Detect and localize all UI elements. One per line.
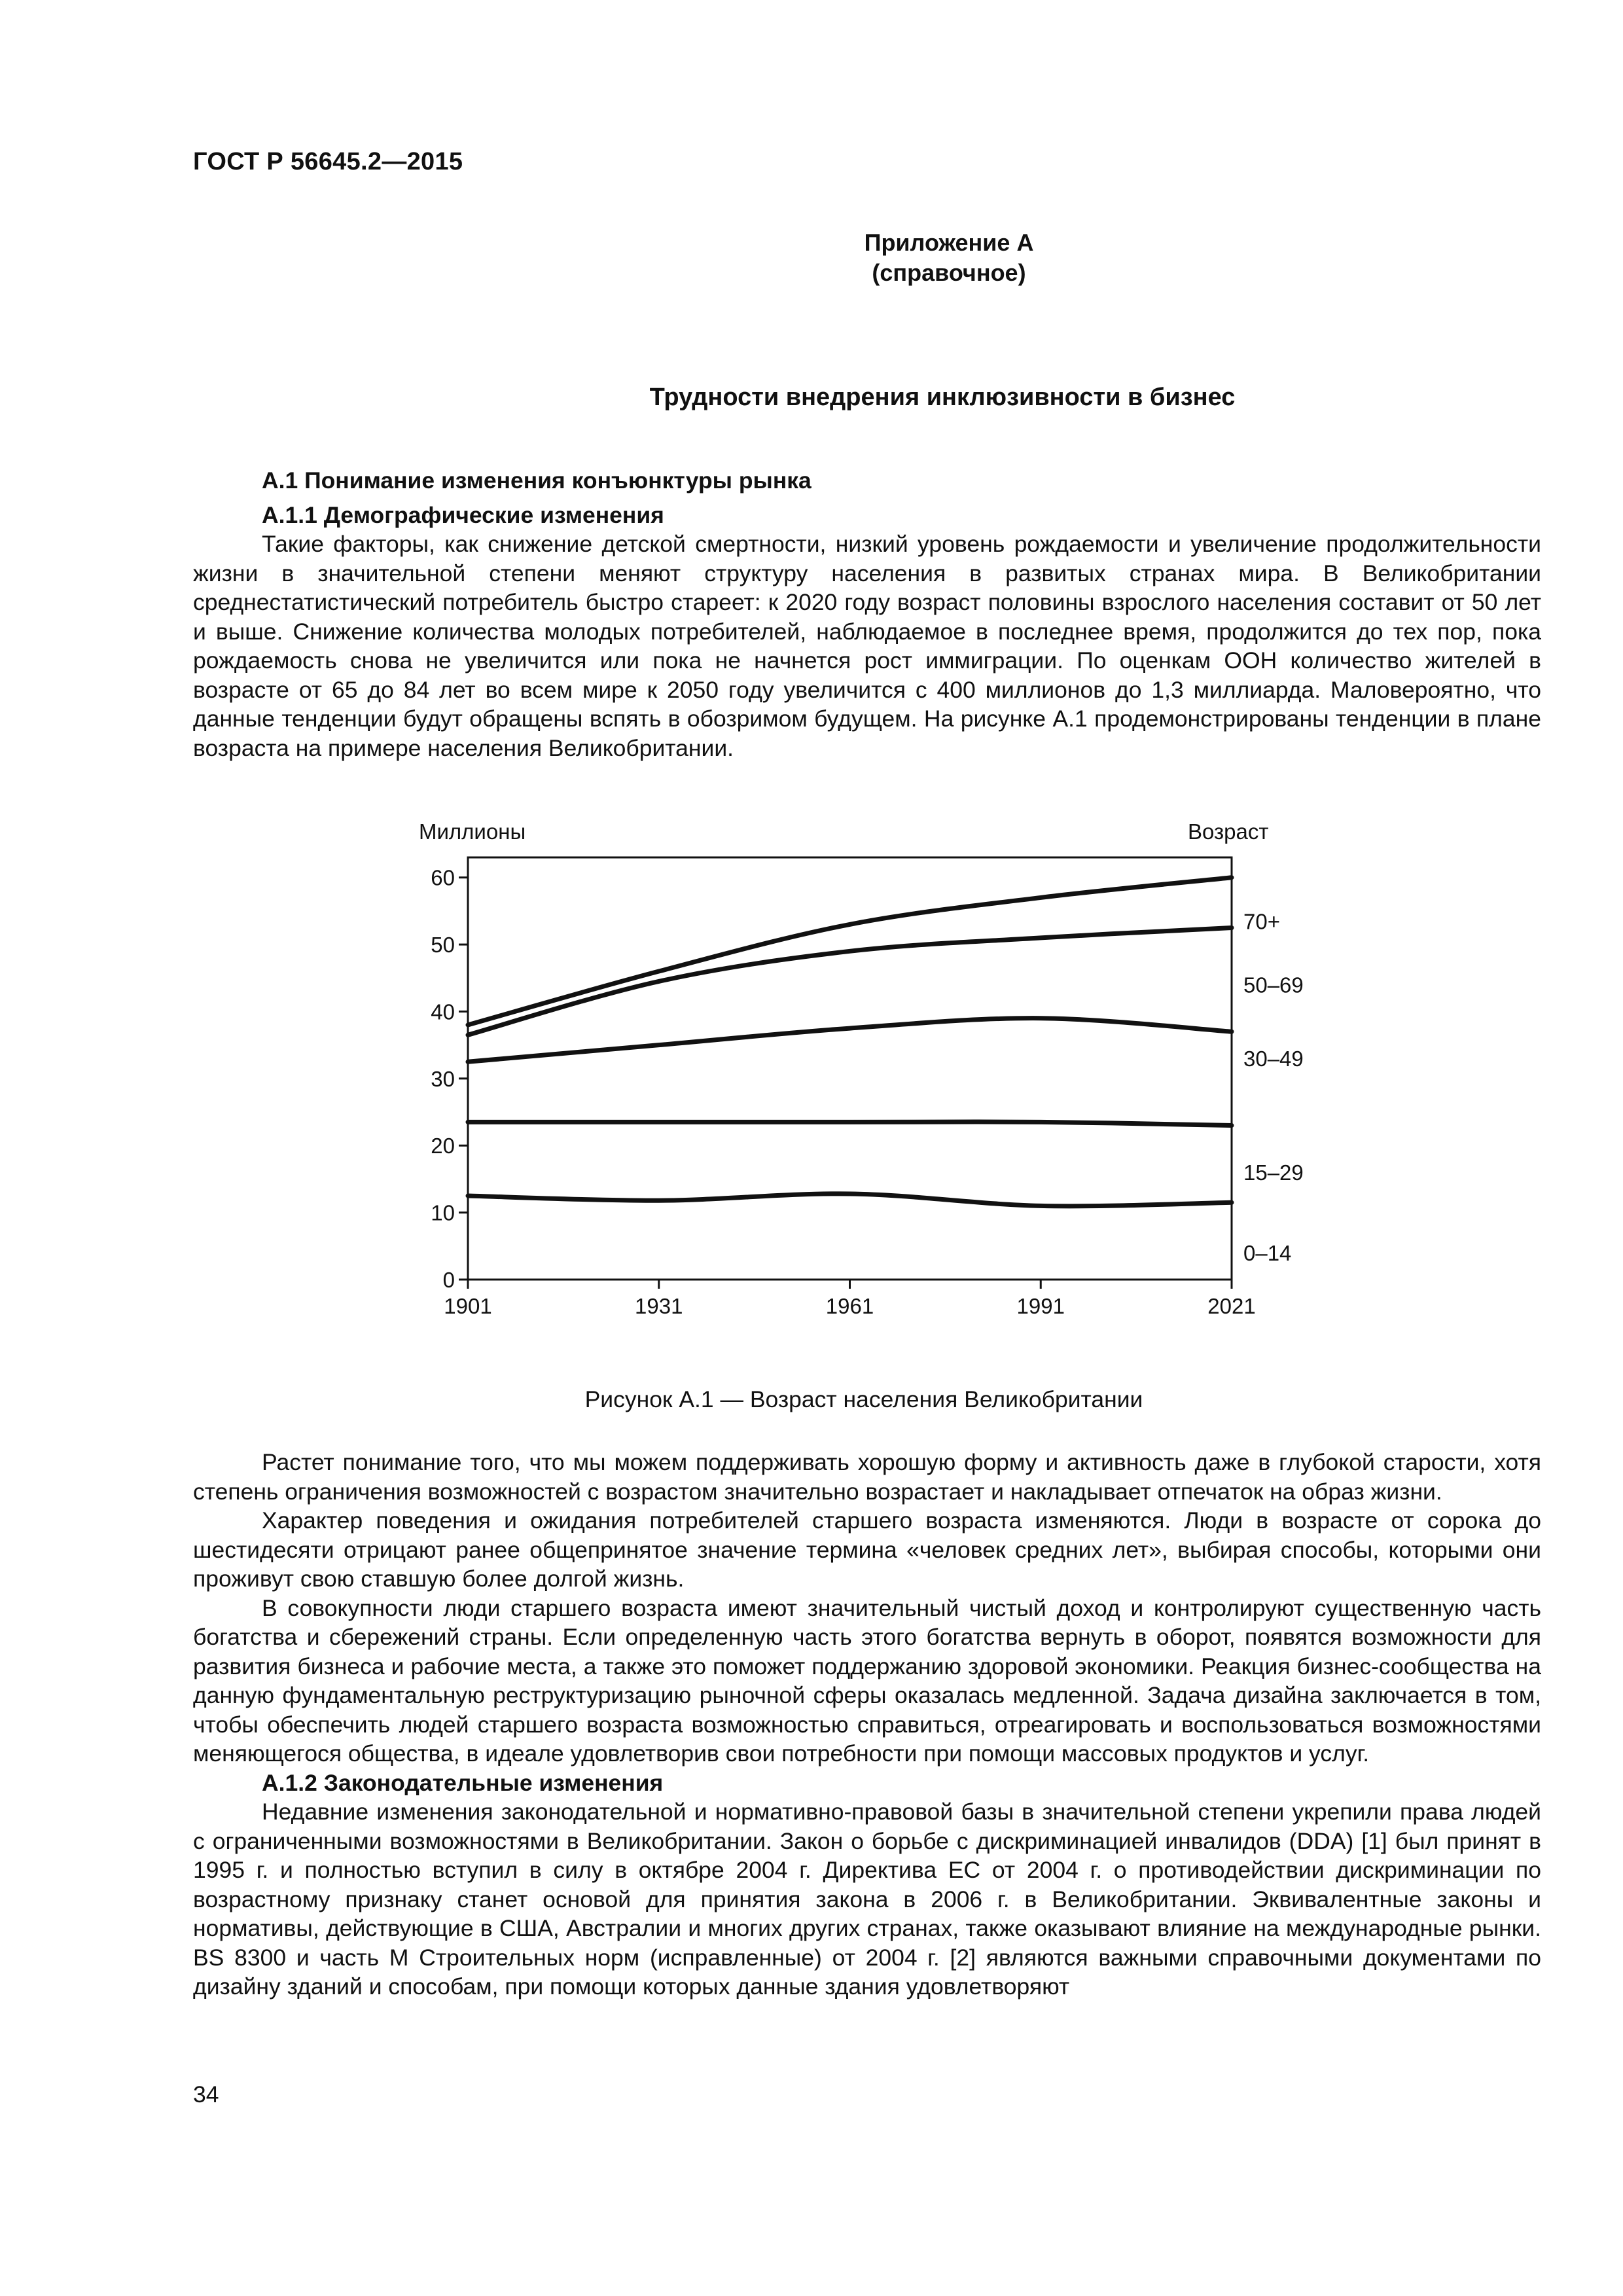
y-tick-label: 40 xyxy=(431,999,455,1024)
x-tick-label: 2021 xyxy=(1207,1294,1256,1318)
population-age-chart xyxy=(406,812,1322,1348)
age-band-label: 50–69 xyxy=(1243,973,1304,997)
series-line xyxy=(468,928,1232,1035)
paragraph-behaviour: Характер поведения и ожидания потребителей старшего возраста изменяются. Люди в возрасте от сорока до шестидесяти отрицают ранее общепринятое значение термина «человек средних лет», выбирая способы, которыми они проживут свою ставшую более долгой жизнь. xyxy=(193,1507,1541,1592)
x-tick-label: 1991 xyxy=(1016,1294,1065,1318)
paragraph-wealth: В совокупности люди старшего возраста имеют значительный чистый доход и контролируют существенную часть богатства и сбережений страны. Если определенную часть этого богатства вернуть в оборот, появятся возможности для развития бизнеса и рабочие места, а также это поможет поддержанию здоровой экономики. Реакция бизнес-сообщества на данную фундаментальную реструктуризацию рыночной сферы оказалась медленной. Задача дизайна заключается в том, чтобы обеспечить людей старшего возраста возможностью справиться, отреагировать и воспользоваться возможностями меняющегося общества, в идеале удовлетворив свои потребности при помощи массовых продуктов и услуг. xyxy=(193,1594,1541,1767)
heading-a1: А.1 Понимание изменения конъюнктуры рынка xyxy=(262,467,812,493)
age-axis-label: Возраст xyxy=(1188,819,1269,844)
figure-caption: Рисунок А.1 — Возраст населения Великобритании xyxy=(584,1386,1143,1412)
x-tick-label: 1901 xyxy=(444,1294,492,1318)
x-tick-label: 1931 xyxy=(635,1294,683,1318)
y-tick-label: 60 xyxy=(431,865,455,890)
y-axis-label: Миллионы xyxy=(419,819,526,844)
age-band-label: 30–49 xyxy=(1243,1047,1304,1071)
y-tick-label: 20 xyxy=(431,1134,455,1158)
chart-canvas xyxy=(406,812,1322,1348)
y-tick-label: 10 xyxy=(431,1200,455,1225)
paragraph-fitness: Растет понимание того, что мы можем поддерживать хорошую форму и активность даже в глубокой старости, хотя степень ограничения возможностей с возрастом значительно возрастает и накладывает отпечаток на образ жизни. xyxy=(193,1449,1541,1505)
y-tick-label: 30 xyxy=(431,1066,455,1091)
page-title: Трудности внедрения инклюзивности в бизнес xyxy=(649,384,1236,411)
y-tick-label: 0 xyxy=(442,1268,455,1292)
section-a1-1-continued xyxy=(193,1448,1541,2001)
heading-a1-2: А.1.2 Законодательные изменения xyxy=(262,1769,664,1796)
document-code: ГОСТ Р 56645.2—2015 xyxy=(193,148,463,175)
heading-a1-1: А.1.1 Демографические изменения xyxy=(262,501,664,528)
age-band-label: 0–14 xyxy=(1243,1241,1292,1266)
series-line xyxy=(468,1018,1232,1062)
page-number: 34 xyxy=(193,2081,219,2108)
plot-frame xyxy=(468,857,1232,1280)
series-line xyxy=(468,1122,1232,1125)
section-a1 xyxy=(193,466,1541,762)
annex-type: (справочное) xyxy=(872,259,1026,286)
annex-heading xyxy=(0,228,1623,288)
age-band-label: 15–29 xyxy=(1243,1160,1304,1185)
x-tick-label: 1961 xyxy=(825,1294,874,1318)
y-tick-label: 50 xyxy=(431,933,455,958)
annex-label: Приложение А xyxy=(864,229,1034,256)
paragraph-legislation: Недавние изменения законодательной и нормативно-правовой базы в значительной степени укрепили права людей с ограниченными возможностями в Великобритании. Закон о борьбе с дискриминацией инвалидов (DDA) [1] был принят в 1995 г. и полностью вступил в силу в октябре 2004 г. Директива ЕС от 2004 г. о противодействии дискриминации по возрастному признаку станет основой для принятия закона в 2006 г. в Великобритании. Эквивалентные законы и нормативы, действующие в США, Австралии и многих других странах, также оказывают влияние на международные рынки. BS 8300 и часть М Строительных норм (исправленные) от 2004 г. [2] являются важными справочными документами по дизайну зданий и способам, при помощи которых данные здания удовлетворяют xyxy=(193,1799,1541,2000)
series-line xyxy=(468,1194,1232,1206)
plot-area xyxy=(431,857,1303,1318)
age-band-label: 70+ xyxy=(1243,909,1280,934)
paragraph-demographics: Такие факторы, как снижение детской смертности, низкий уровень рождаемости и увеличение продолжительности жизни в значительной степени меняют структуру населения в развитых странах мира. В Великобритании среднестатистический потребитель быстро стареет: к 2020 году возраст половины взрослого населения составит от 50 лет и выше. Снижение количества молодых потребителей, наблюдаемое в последнее время, продолжится до тех пор, пока рождаемость снова не увеличится или пока не начнется рост иммиграции. По оценкам ООН количество жителей в возрасте от 65 до 84 лет во всем мире к 2050 году увеличится с 400 миллионов до 1,3 миллиарда. Маловероятно, что данные тенденции будут обращены вспять в обозримом будущем. На рисунке А.1 продемонстрированы тенденции в плане возраста на примере населения Великобритании. xyxy=(193,531,1541,761)
